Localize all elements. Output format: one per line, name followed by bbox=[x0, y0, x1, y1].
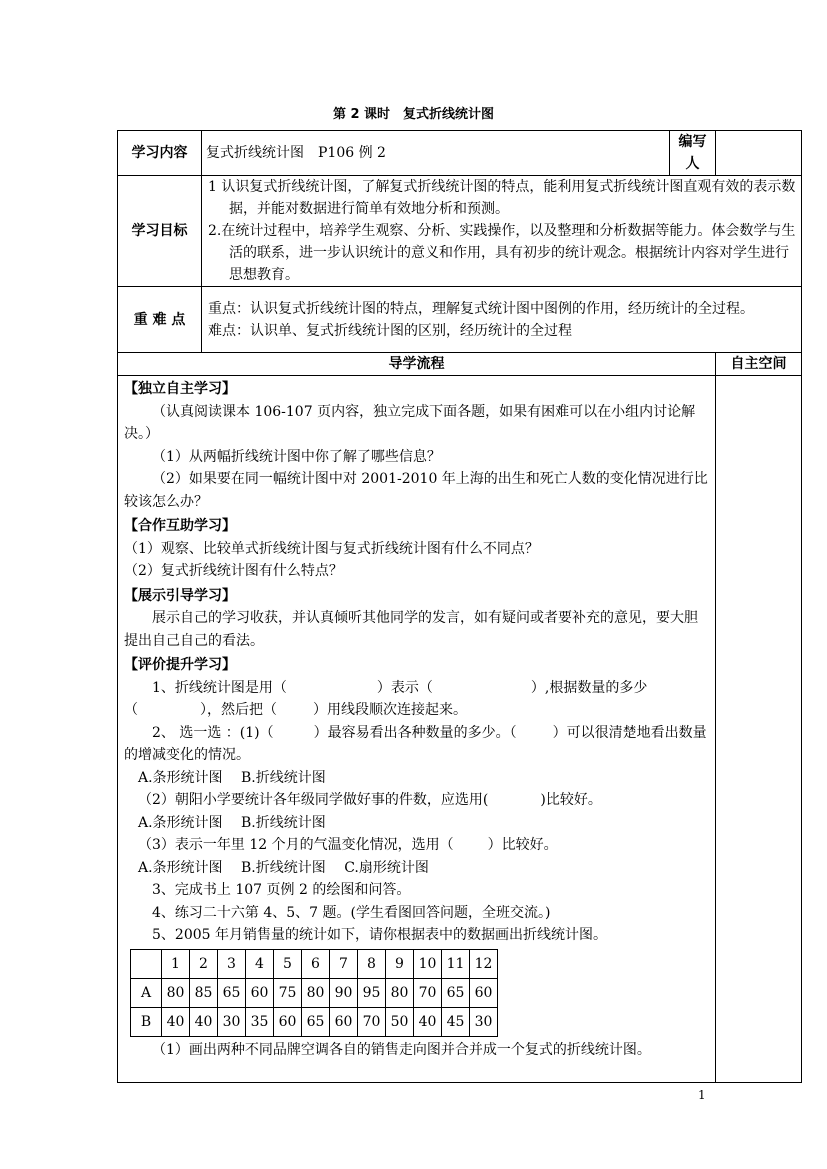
value-cell: 50 bbox=[386, 1007, 414, 1036]
goal-1: 1 认识复式折线统计图，了解复式折线统计图的特点，能利用复式折线统计图直观有效的表示数据，并能对数据进行简单有效地分析和预测。 bbox=[208, 179, 796, 217]
value-cell: 40 bbox=[162, 1007, 190, 1036]
goals-row bbox=[118, 176, 802, 287]
self-study-space[interactable] bbox=[716, 376, 802, 1083]
lesson-table bbox=[117, 130, 802, 1083]
e1-part-c: ）,根据数量的多少 bbox=[530, 679, 648, 696]
e2-q2-part-b: )比较好。 bbox=[540, 792, 602, 808]
month-cell: 2 bbox=[190, 949, 218, 978]
e2-part-b: ）最容易看出各种数量的多少。（ bbox=[313, 724, 517, 741]
exercise-5-question-1: （1）画出两种不同品牌空调各自的销售走向图并合并成一个复式的折线统计图。 bbox=[152, 1041, 651, 1058]
value-cell: 60 bbox=[274, 1007, 302, 1036]
e1-part-a: 1、折线统计图是用（ bbox=[152, 679, 287, 696]
month-cell: 6 bbox=[302, 949, 330, 978]
section-title-cooperative: 【合作互助学习】 bbox=[124, 518, 236, 534]
author-value[interactable] bbox=[716, 131, 802, 176]
e2-q2-part-a: （2）朝阳小学要统计各年级同学做好事的件数，应选用( bbox=[138, 792, 489, 808]
s3-text: 展示自己的学习收获，并认真倾听其他同学的发言，如有疑问或者要补充的意见，要大胆提出自己自己的看法。 bbox=[124, 610, 698, 649]
key-points-label: 重 难 点 bbox=[118, 287, 202, 353]
month-cell: 9 bbox=[386, 949, 414, 978]
exercise-1-cont bbox=[124, 699, 709, 722]
value-cell: 80 bbox=[386, 978, 414, 1007]
value-cell: 75 bbox=[274, 978, 302, 1007]
month-cell: 3 bbox=[218, 949, 246, 978]
value-cell: 60 bbox=[470, 978, 498, 1007]
s2-question-2: （2）复式折线统计图有什么特点？ bbox=[124, 563, 343, 579]
e2-question-2 bbox=[124, 789, 709, 812]
value-cell: 95 bbox=[358, 978, 386, 1007]
e2-q3-part-a: （3）表示一年里 12 个月的气温变化情况，选用（ bbox=[138, 837, 454, 853]
exercise-1 bbox=[124, 677, 709, 700]
focus-text: 重点：认识复式折线统计图的特点，理解复式统计图中图例的作用，经历统计的全过程。 bbox=[208, 300, 754, 317]
exercise-3: 3、完成书上 107 页例 2 的绘图和问答。 bbox=[152, 882, 411, 898]
value-cell: 65 bbox=[302, 1007, 330, 1036]
sales-header-row bbox=[131, 949, 498, 978]
flow-header-row bbox=[118, 353, 802, 376]
section-title-presentation: 【展示引导学习】 bbox=[124, 587, 236, 604]
e2-part-c: ）可以很清楚地看出数量的增减变化的情况。 bbox=[124, 724, 707, 763]
s2-question-1: （1）观察、比较单式折线统计图与复式折线统计图有什么不同点？ bbox=[124, 540, 539, 557]
goal-2: 2.在统计过程中，培养学生观察、分析、实践操作，以及整理和分析数据等能力。体会数学与生活的联系，进一步认识统计的意义和作用，具有初步的统计观念。根据统计内容对学生进行思想教育。 bbox=[208, 223, 796, 283]
section-title-independent: 【独立自主学习】 bbox=[124, 381, 236, 397]
value-cell: 65 bbox=[442, 978, 470, 1007]
e1-part-b: ）表示（ bbox=[376, 679, 433, 696]
month-cell: 7 bbox=[330, 949, 358, 978]
content-row bbox=[118, 131, 802, 176]
month-cell: 12 bbox=[470, 949, 498, 978]
space-header: 自主空间 bbox=[716, 353, 802, 376]
month-cell: 5 bbox=[274, 949, 302, 978]
sales-table bbox=[130, 949, 498, 1037]
e1-part-e: ），然后把（ bbox=[200, 702, 277, 718]
page-number: 1 bbox=[698, 1088, 706, 1102]
value-cell: 80 bbox=[302, 978, 330, 1007]
e2-q3-part-b: ）比较好。 bbox=[487, 837, 558, 853]
brand-cell: A bbox=[131, 978, 162, 1007]
sales-row-b bbox=[131, 1007, 498, 1036]
page-title: 第 2 课时 复式折线统计图 bbox=[332, 107, 495, 122]
brand-cell: B bbox=[131, 1007, 162, 1036]
value-cell: 70 bbox=[358, 1007, 386, 1036]
value-cell: 45 bbox=[442, 1007, 470, 1036]
sales-corner-cell bbox=[131, 949, 162, 978]
value-cell: 60 bbox=[246, 978, 274, 1007]
month-cell: 10 bbox=[414, 949, 442, 978]
exercise-5: 5、2005 年月销售量的统计如下，请你根据表中的数据画出折线统计图。 bbox=[152, 927, 607, 943]
e2-question-3 bbox=[124, 834, 709, 857]
value-cell: 80 bbox=[162, 978, 190, 1007]
s1-intro: （认真阅读课本 106-107 页内容，独立完成下面各题，如果有困难可以在小组内讨论解决。） bbox=[124, 403, 696, 442]
flow-row bbox=[118, 376, 802, 1083]
value-cell: 65 bbox=[218, 978, 246, 1007]
author-label: 编写人 bbox=[670, 131, 716, 176]
e1-part-d: （ bbox=[124, 702, 138, 718]
e1-part-f: ）用线段顺次连接起来。 bbox=[313, 702, 467, 718]
value-cell: 90 bbox=[330, 978, 358, 1007]
content-value: 复式折线统计图 P106 例 2 bbox=[202, 131, 670, 176]
exercise-4: 4、练习二十六第 4、5、7 题。(学生看图回答问题，全班交流。) bbox=[152, 904, 551, 921]
key-points-row bbox=[118, 287, 802, 353]
value-cell: 70 bbox=[414, 978, 442, 1007]
value-cell: 60 bbox=[330, 1007, 358, 1036]
month-cell: 4 bbox=[246, 949, 274, 978]
section-title-evaluation: 【评价提升学习】 bbox=[124, 657, 236, 673]
month-cell: 1 bbox=[162, 949, 190, 978]
month-cell: 11 bbox=[442, 949, 470, 978]
goals-label: 学习目标 bbox=[118, 176, 202, 287]
difficulty-text: 难点：认识单、复式折线统计图的区别，经历统计的全过程 bbox=[208, 322, 572, 339]
sales-row-a bbox=[131, 978, 498, 1007]
month-cell: 8 bbox=[358, 949, 386, 978]
e2-options-2: A.条形统计图 B.折线统计图 bbox=[138, 814, 326, 831]
e2-part-a: 2、 选一选 ：(1)（ bbox=[152, 724, 274, 741]
content-label: 学习内容 bbox=[118, 131, 202, 176]
flow-header: 导学流程 bbox=[118, 353, 716, 376]
e2-options-1: A.条形统计图 B.折线统计图 bbox=[138, 769, 326, 786]
exercise-2 bbox=[124, 722, 709, 767]
value-cell: 35 bbox=[246, 1007, 274, 1036]
value-cell: 30 bbox=[470, 1007, 498, 1036]
value-cell: 85 bbox=[190, 978, 218, 1007]
s1-question-1: （1）从两幅折线统计图中你了解了哪些信息？ bbox=[152, 448, 441, 465]
flow-content bbox=[118, 376, 716, 1083]
s1-question-2: （2）如果要在同一幅统计图中对 2001-2010 年上海的出生和死亡人数的变化情况进行比较该怎么办？ bbox=[124, 471, 708, 510]
value-cell: 40 bbox=[190, 1007, 218, 1036]
value-cell: 40 bbox=[414, 1007, 442, 1036]
e2-options-3: A.条形统计图 B.折线统计图 C.扇形统计图 bbox=[138, 859, 429, 876]
value-cell: 30 bbox=[218, 1007, 246, 1036]
